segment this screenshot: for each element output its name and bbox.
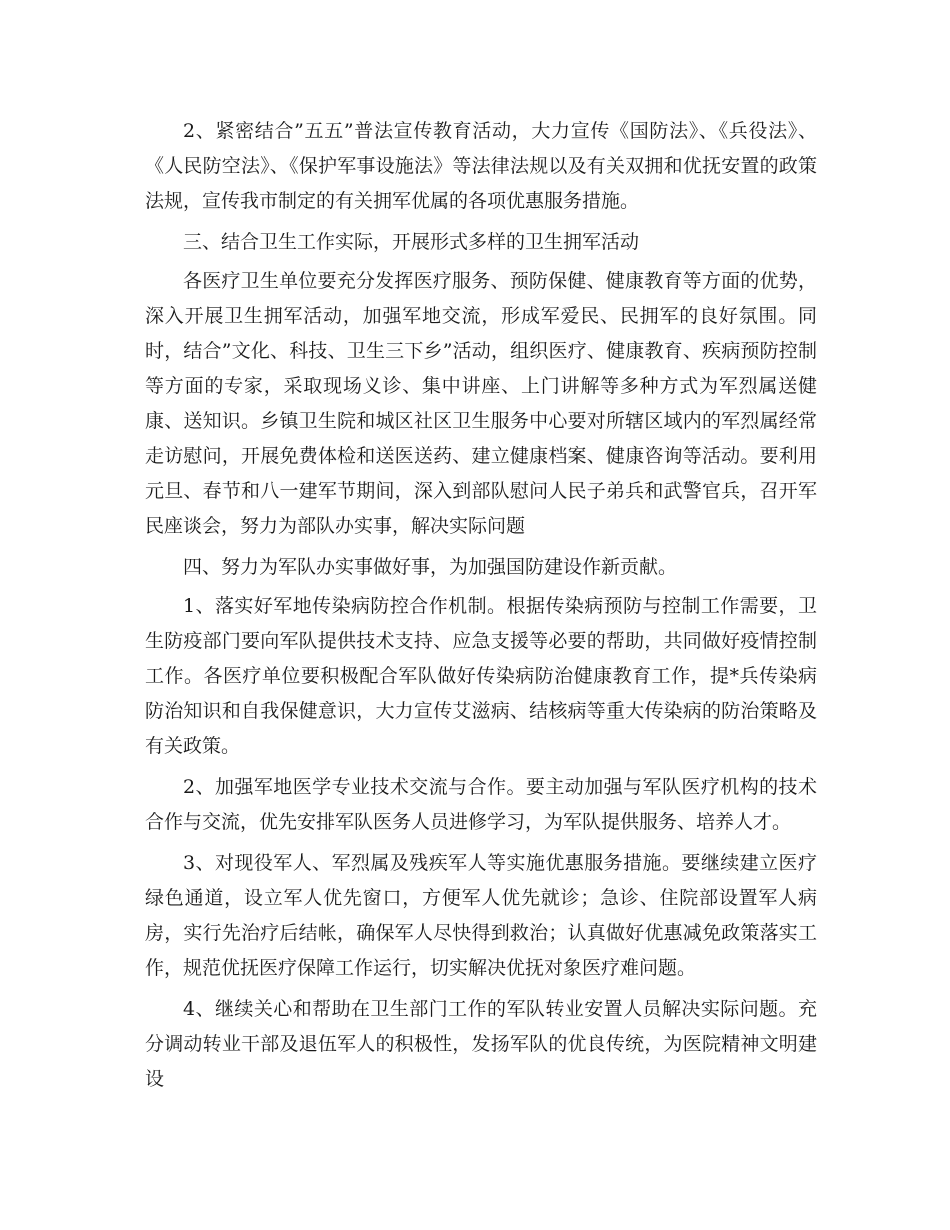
- paragraph-disease-control: 1、落实好军地传染病防控合作机制。根据传染病预防与控制工作需要，卫生防疫部门要向军队提供技术支持、应急支援等必要的帮助，共同做好疫情控制工作。各医疗单位要积极配合军队做好传染病防治健康教育工作，提*兵传染病防治知识和自我保健意识，大力宣传艾滋病、结核病等重大传染病的防治策略及有关政策。: [145, 595, 817, 757]
- section-heading-four: 四、努力为军队办实事做好事，为加强国防建设作新贡献。: [183, 556, 678, 578]
- paragraph-legal-publicity: 2、紧密结合”五五”普法宣传教育活动，大力宣传《国防法》、《兵役法》、《人民防空法》、《保护军事设施法》等法律法规以及有关双拥和优抚安置的政策法规，宣传我市制定的有关拥军优属的各项优惠服务措施。: [145, 120, 817, 212]
- paragraph-veteran-support: 4、继续关心和帮助在卫生部门工作的军队转业安置人员解决实际问题。充分调动转业干部及退伍军人的积极性，发扬军队的优良传统，为医院精神文明建设: [145, 998, 817, 1090]
- paragraph-preferential-services: 3、对现役军人、军烈属及残疾军人等实施优惠服务措施。要继续建立医疗绿色通道，设立军人优先窗口，方便军人优先就诊；急诊、住院部设置军人病房，实行先治疗后结帐，确保军人尽快得到救治；认真做好优惠减免政策落实工作，规范优抚医疗保障工作运行，切实解决优抚对象医疗难问题。: [145, 852, 817, 979]
- paragraph-medical-exchange: 2、加强军地医学专业技术交流与合作。要主动加强与军队医疗机构的技术合作与交流，优先安排军队医务人员进修学习，为军队提供服务、培养人才。: [145, 776, 817, 833]
- section-heading-three: 三、结合卫生工作实际，开展形式多样的卫生拥军活动: [183, 231, 640, 253]
- paragraph-health-activities: 各医疗卫生单位要充分发挥医疗服务、预防保健、健康教育等方面的优势，深入开展卫生拥军活动，加强军地交流，形成军爱民、民拥军的良好氛围。同时，结合”文化、科技、卫生三下乡”活动，组织医疗、健康教育、疾病预防控制等方面的专家，采取现场义诊、集中讲座、上门讲解等多种方式为军烈属送健康、送知识。乡镇卫生院和城区社区卫生服务中心要对所辖区域内的军烈属经常走访慰问，开展免费体检和送医送药、建立健康档案、健康咨询等活动。要利用元旦、春节和八一建军节期间，深入到部队慰问人民子弟兵和武警官兵，召开军民座谈会，努力为部队办实事，解决实际问题: [145, 270, 817, 537]
- document-body: [145, 114, 817, 1103]
